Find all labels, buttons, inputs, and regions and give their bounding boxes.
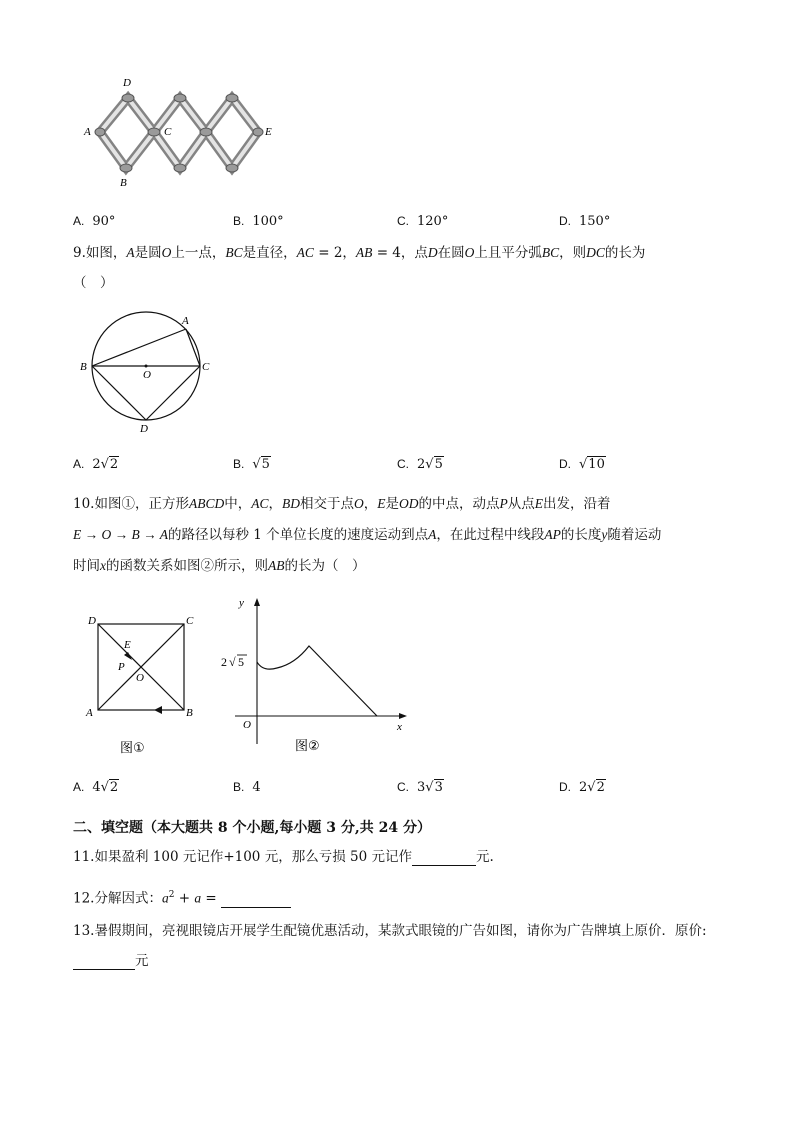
q8-label-b: B [120,177,127,189]
q10-fig1-label-b: B [186,707,193,719]
q9-question-text: 9.如图，A是圆O上一点，BC是直径，AC = 2，AB = 4，点D在圆O上且平分弧BC，则DC的长为 [73,245,646,261]
q8-label-c: C [164,126,172,138]
q10-fig2-axis-x: x [397,721,402,733]
q10-fig2-axis-y: y [239,597,244,609]
q10-fig1-label-a: A [86,707,93,719]
q11-answer-blank[interactable] [412,851,476,866]
q10-option-b: B. 4 [233,780,261,795]
q9-label-c: C [202,361,210,373]
q12-question-text: 12.分解因式：$a^2 + a$ = [73,886,291,908]
q10-line-2: E → O → B → A的路径以每秒 1 个单位长度的速度运动到点A，在此过程中线段AP的长度y随着运动 [73,527,662,543]
q10-fig1-label-c: C [186,615,194,627]
q10-fig2-sqrt-sign: √ [229,655,236,669]
q9-option-a: A. 2√2 [73,457,119,472]
q9-label-b: B [80,361,87,373]
q9-label-a: A [182,315,189,327]
q10-fig1-label-e: E [124,639,131,651]
q8-label-e: E [265,126,272,138]
q10-line-3: 时间x的函数关系如图②所示，则AB的长为（ ） [73,558,366,574]
q10-fig2-ylabel-rad: 5 [238,655,244,669]
q9-label-o: O [143,369,151,381]
q10-fig2-caption: 图② [295,739,320,754]
q10-fig1-label-p: P [118,661,125,673]
q8-label-a: A [84,126,91,138]
q10-option-a: A. 4√2 [73,780,119,795]
q9-option-c: C. 2√5 [397,457,443,472]
q8-option-d: D. 150° [559,214,611,229]
q9-label-d: D [140,423,148,435]
q8-option-c: C. 120° [397,214,449,229]
q13-answer-blank[interactable] [73,955,135,970]
q8-option-a: A. 90° [73,214,116,229]
q10-fig1-label-o: O [136,672,144,684]
q10-figure-2-graph [215,596,415,758]
section-2-heading: 二、填空题（本大题共 8 个小题,每小题 3 分,共 24 分） [73,820,431,836]
q11-question-text: 11.如果盈利 100 元记作+100 元，那么亏损 50 元记作 元. [73,849,494,865]
q13-question-text: 13.暑假期间，亮视眼镜店开展学生配镜优惠活动，某款式眼镜的广告如图，请你为广告牌填上原价．原价: [73,923,707,939]
q13-answer-line: 元 [73,952,149,970]
q10-option-c: C. 3√3 [397,780,443,795]
q9-option-b: B. √5 [233,457,270,472]
q10-option-d: D. 2√2 [559,780,605,795]
q10-fig2-origin: O [243,719,251,731]
q10-fig1-label-d: D [88,615,96,627]
q8-lattice-figure [78,76,288,191]
q10-fig1-caption: 图① [120,741,145,756]
q9-answer-paren: （ ） [73,275,114,291]
q12-answer-blank[interactable] [221,893,291,908]
q10-figure-1-square [80,610,210,760]
q9-circle-figure [76,308,216,436]
q10-line-1: 10.如图①，正方形ABCD中，AC，BD相交于点O，E是OD的中点，动点P从点E出发，沿着 [73,496,611,512]
q9-option-d: D. √10 [559,457,605,472]
q10-fig2-ylabel-coef: 2 [221,655,227,669]
q8-option-b: B. 100° [233,214,284,229]
q8-label-d: D [123,77,131,89]
